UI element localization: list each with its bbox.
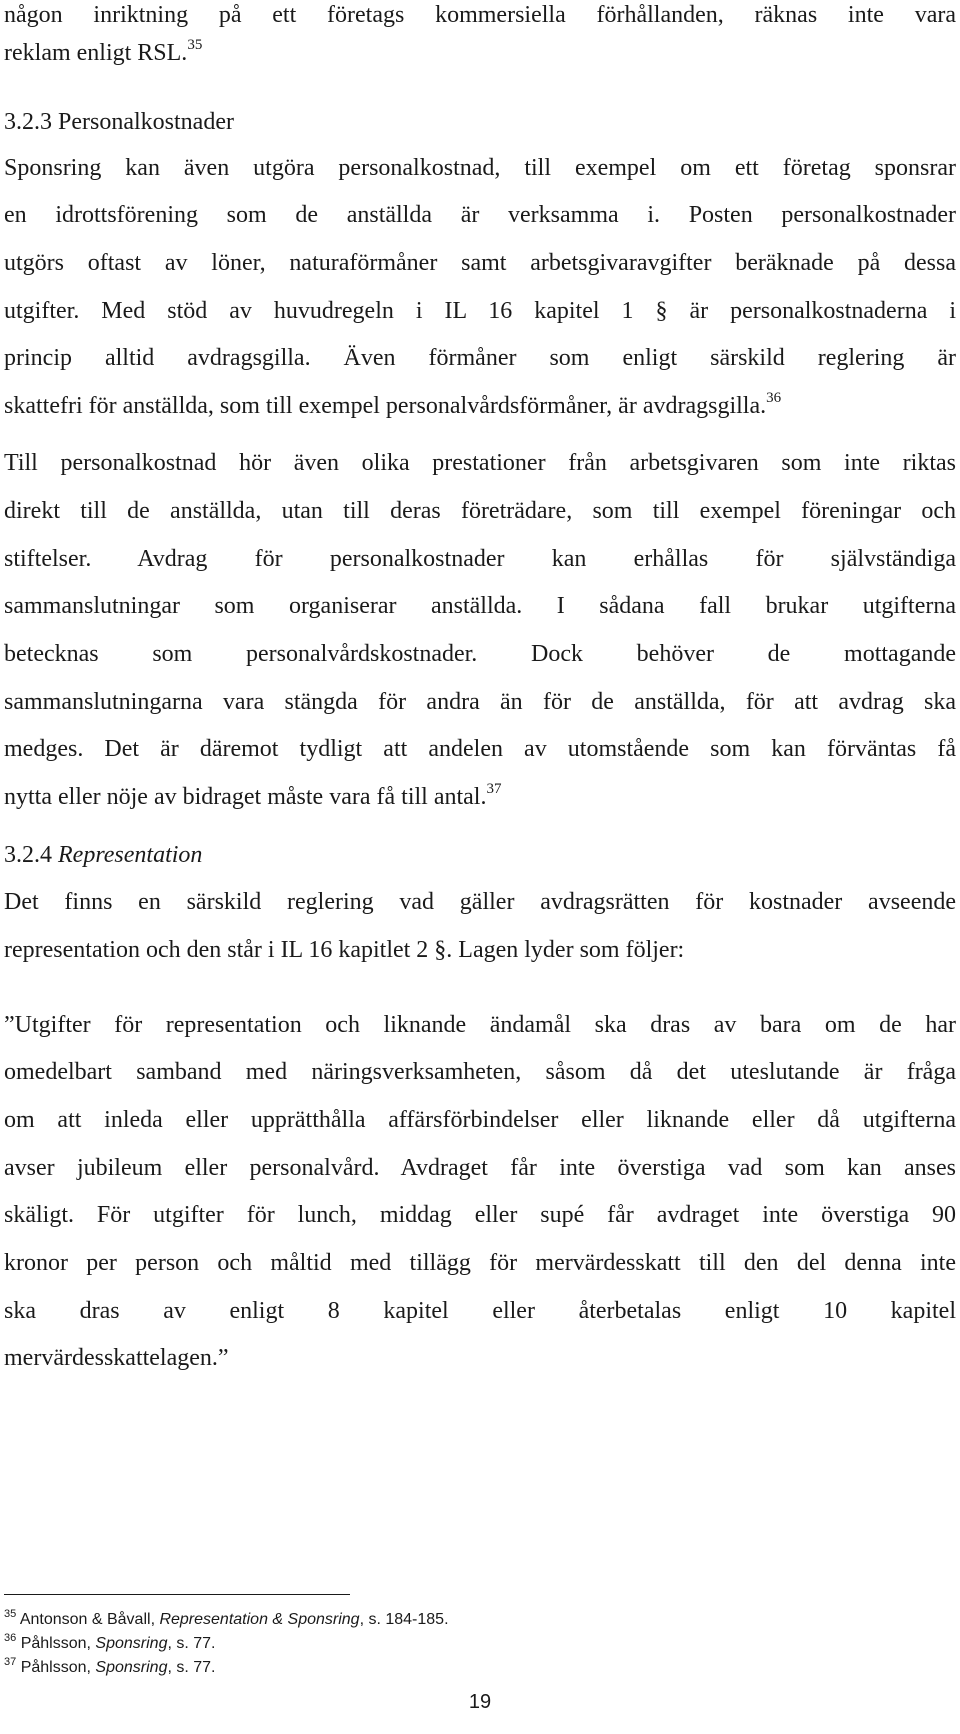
footnote-37-number: 37 (4, 1655, 17, 1668)
p1-line-5: princip alltid avdragsgilla. Även förmåner som enligt särskild reglering är (4, 345, 956, 371)
section-heading-323: 3.2.3 Personalkostnader (4, 109, 234, 135)
intro-line-2 (4, 38, 956, 68)
p1-line-2: en idrottsförening som de anställda är verksamma i. Posten personalkostnader (4, 202, 956, 228)
page-number: 19 (468, 1691, 492, 1713)
p2-line-3: stiftelser. Avdrag för personalkostnader kan erhållas för självständiga (4, 546, 956, 572)
section-heading-324 (4, 840, 956, 870)
footnote-35 (4, 1607, 449, 1630)
footnote-36-number: 36 (4, 1631, 17, 1644)
quote-line-8: mervärdesskattelagen.” (4, 1345, 229, 1371)
p2-line-4: sammanslutningar som organiserar anställda. I sådana fall brukar utgifterna (4, 593, 956, 619)
footnote-ref-36[interactable]: 36 (766, 390, 782, 406)
footnote-ref-35[interactable]: 35 (187, 37, 203, 53)
quote-line-1: ”Utgifter för representation och liknande ändamål ska dras av bara om de har (4, 1012, 956, 1038)
intro-line-1: någon inriktning på ett företags kommersiella förhållanden, räknas inte vara (4, 2, 956, 28)
footnote-35-author: Antonson & Båvall, (19, 1611, 160, 1628)
quote-line-7: ska dras av enligt 8 kapitel eller återbetalas enligt 10 kapitel (4, 1298, 956, 1324)
intro-line-2-text: reklam enligt RSL. (4, 40, 188, 66)
footnote-37-author: Påhlsson, (20, 1659, 96, 1676)
p1-line-3: utgörs oftast av löner, naturaförmåner samt arbetsgivaravgifter beräknade på dessa (4, 250, 956, 276)
p1-line-1: Sponsring kan även utgöra personalkostnad, till exempel om ett företag sponsrar (4, 155, 956, 181)
section-heading-324-number: 3.2.4 (4, 842, 58, 868)
p3-line-1: Det finns en särskild reglering vad gäller avdragsrätten för kostnader avseende (4, 889, 956, 915)
footnote-35-title: Representation & Sponsring (159, 1611, 360, 1628)
footnote-36-pages: , s. 77. (167, 1635, 216, 1652)
footnote-37-pages: , s. 77. (167, 1659, 216, 1676)
p2-line-5: betecknas som personalvårdskostnader. Dock behöver de mottagande (4, 641, 956, 667)
p2-line-2: direkt till de anställda, utan till deras företrädare, som till exempel föreningar och (4, 498, 956, 524)
section-heading-324-title: Representation (58, 842, 203, 868)
footnote-37-title: Sponsring (95, 1659, 168, 1676)
p2-line-7: medges. Det är däremot tydligt att andelen av utomstående som kan förväntas få (4, 736, 956, 762)
quote-line-6: kronor per person och måltid med tillägg för mervärdesskatt till den del denna inte (4, 1250, 956, 1276)
quote-line-2: omedelbart samband med näringsverksamheten, såsom då det uteslutande är fråga (4, 1059, 956, 1085)
footnote-divider (4, 1594, 350, 1595)
p2-line-8 (4, 782, 956, 812)
footnote-ref-37[interactable]: 37 (486, 781, 502, 797)
p1-line-6 (4, 391, 956, 421)
footnote-37 (4, 1655, 216, 1678)
quote-line-5: skäligt. För utgifter för lunch, middag eller supé får avdraget inte överstiga 90 (4, 1202, 956, 1228)
footnote-35-pages: , s. 184-185. (359, 1611, 449, 1628)
p1-line-6-text: skattefri för anställda, som till exempel personalvårdsförmåner, är avdragsgilla. (4, 393, 767, 419)
p1-line-4: utgifter. Med stöd av huvudregeln i IL 16 kapitel 1 § är personalkostnaderna i (4, 298, 956, 324)
p2-line-1: Till personalkostnad hör även olika prestationer från arbetsgivaren som inte riktas (4, 450, 956, 476)
p2-line-6: sammanslutningarna vara stängda för andra än för de anställda, för att avdrag ska (4, 689, 956, 715)
quote-line-4: avser jubileum eller personalvård. Avdraget får inte överstiga vad som kan anses (4, 1155, 956, 1181)
footnote-35-number: 35 (4, 1607, 17, 1620)
footnote-36-author: Påhlsson, (20, 1635, 96, 1652)
p2-line-8-text: nytta eller nöje av bidraget måste vara få till antal. (4, 784, 487, 810)
quote-line-3: om att inleda eller upprätthålla affärsförbindelser eller liknande eller då utgifterna (4, 1107, 956, 1133)
footnote-36-title: Sponsring (95, 1635, 168, 1652)
p3-line-2: representation och den står i IL 16 kapitlet 2 §. Lagen lyder som följer: (4, 937, 685, 963)
footnote-36 (4, 1631, 216, 1654)
